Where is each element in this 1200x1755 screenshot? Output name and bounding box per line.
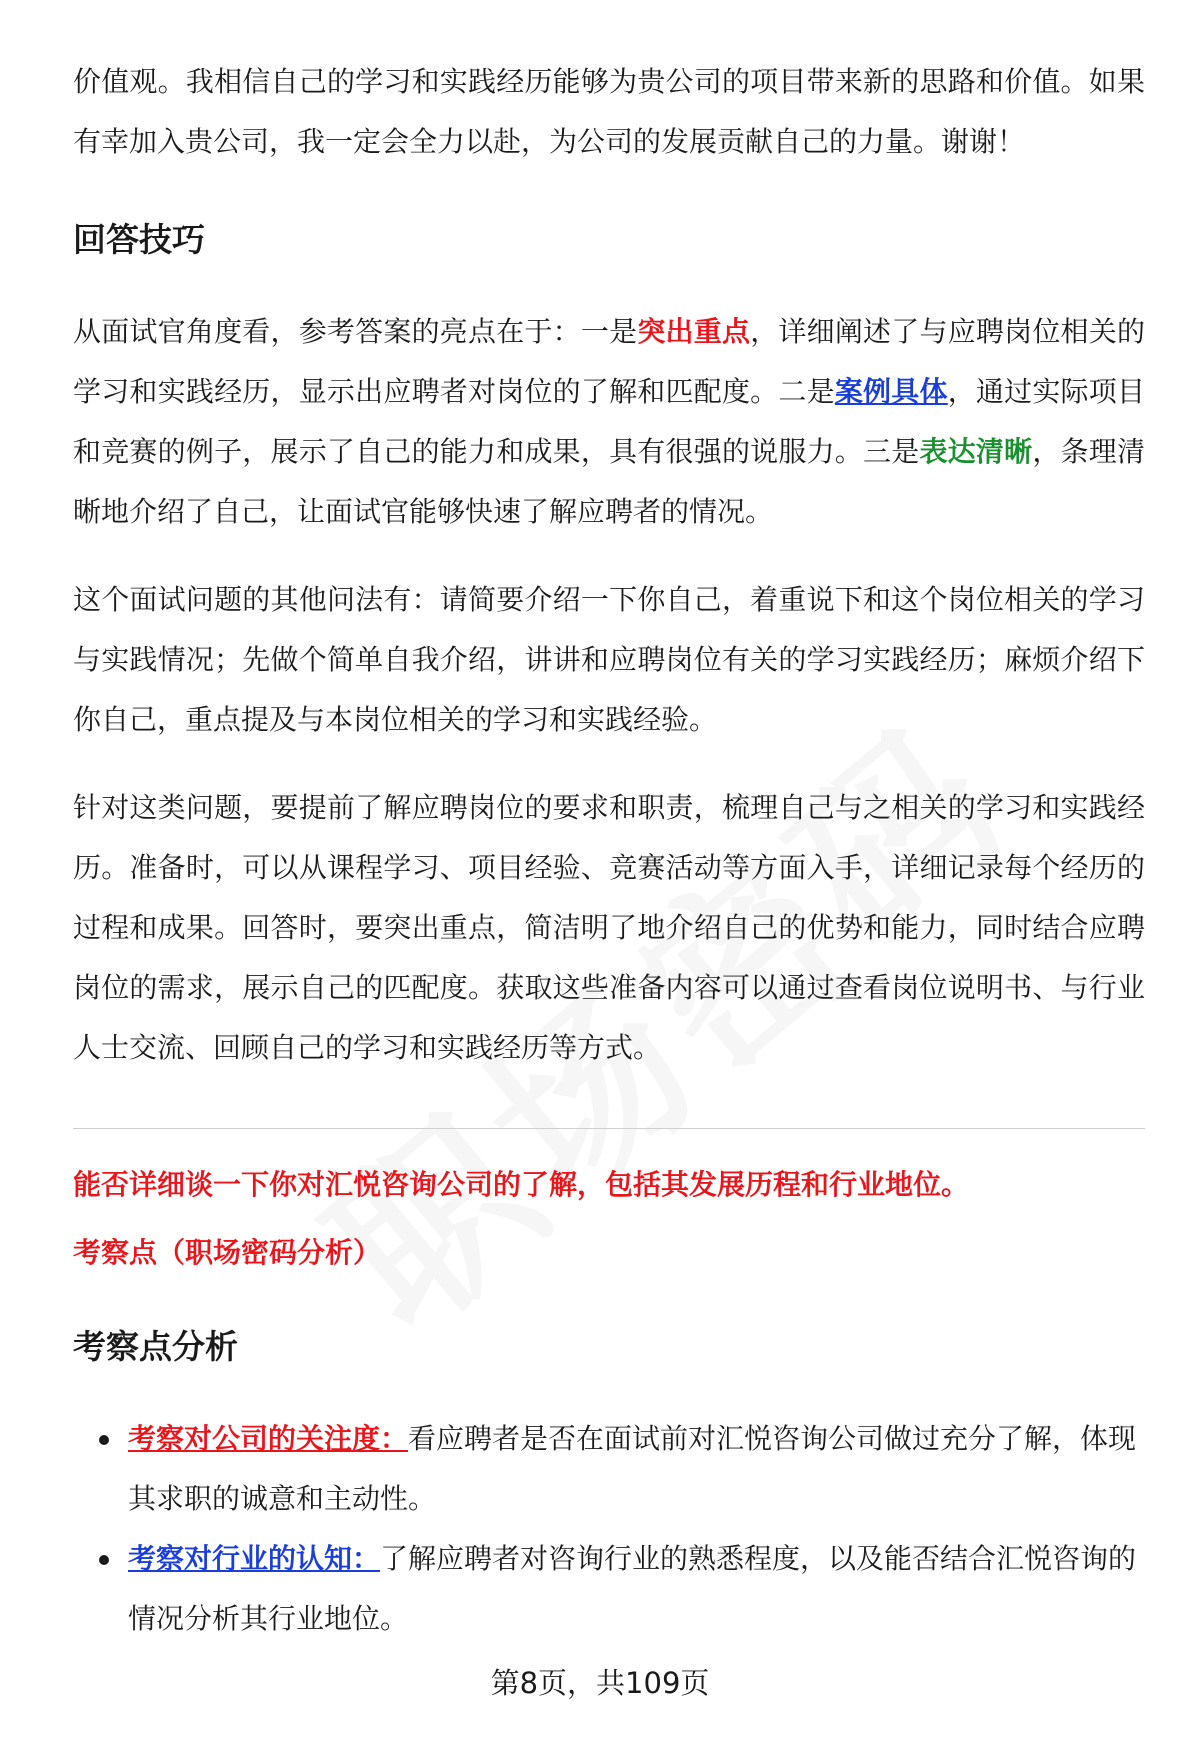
document-body xyxy=(73,52,1145,1649)
highlight-clear-expression: 表达清晰 xyxy=(919,435,1033,468)
tips-text-3: ，通过实际项目和竞赛的例子，展示了自己的能力和成果，具有很强的说服力。三是 xyxy=(73,375,1145,468)
analysis-label-industry-awareness: 考察对行业的认知： xyxy=(128,1542,381,1575)
analysis-list xyxy=(73,1409,1145,1649)
list-item xyxy=(73,1529,1145,1649)
tips-paragraph-alternatives: 这个面试问题的其他问法有：请简要介绍一下你自己，着重说下和这个岗位相关的学习与实践情况；先做个简单自我介绍，讲讲和应聘岗位有关的学习实践经历；麻烦介绍下你自己，重点提及与本岗位相关的学习和实践经验。 xyxy=(73,583,1145,736)
intro-paragraph: 价值观。我相信自己的学习和实践经历能够为贵公司的项目带来新的思路和价值。如果有幸加入贵公司，我一定会全力以赴，为公司的发展贡献自己的力量。谢谢！ xyxy=(73,65,1145,158)
section-title-analysis: 考察点分析 xyxy=(73,1327,238,1366)
list-item xyxy=(73,1409,1145,1529)
analysis-text: 看应聘者是否在面试前对汇悦咨询公司做过充分了解，体现其求职的诚意和主动性。 xyxy=(128,1422,1137,1515)
tips-text-4: ，条理清晰地介绍了自己，让面试官能够快速了解应聘者的情况。 xyxy=(73,435,1145,528)
analysis-label-company-attention: 考察对公司的关注度： xyxy=(128,1422,409,1455)
section-divider xyxy=(73,1128,1145,1129)
tips-paragraph-preparation: 针对这类问题，要提前了解应聘岗位的要求和职责，梳理自己与之相关的学习和实践经历。准备时，可以从课程学习、项目经验、竞赛活动等方面入手，详细记录每个经历的过程和成果。回答时，要突出重点，简洁明了地介绍自己的优势和能力，同时结合应聘岗位的需求，展示自己的匹配度。获取这些准备内容可以通过查看岗位说明书、与行业人士交流、回顾自己的学习和实践经历等方式。 xyxy=(73,791,1145,1064)
next-question-subtitle: 考察点（职场密码分析） xyxy=(73,1236,382,1269)
tips-paragraph-highlights xyxy=(73,302,1145,542)
tips-text-2: ，详细阐述了与应聘岗位相关的学习和实践经历，显示出应聘者对岗位的了解和匹配度。二是 xyxy=(73,315,1145,408)
next-question-title: 能否详细谈一下你对汇悦咨询公司的了解，包括其发展历程和行业地位。 xyxy=(73,1168,970,1201)
section-title-tips: 回答技巧 xyxy=(73,220,205,259)
page-number: 第8页，共109页 xyxy=(490,1666,710,1700)
highlight-focus: 突出重点 xyxy=(637,315,751,348)
tips-text-1: 从面试官角度看，参考答案的亮点在于：一是 xyxy=(73,315,638,348)
analysis-text: 了解应聘者对咨询行业的熟悉程度，以及能否结合汇悦咨询的情况分析其行业地位。 xyxy=(128,1542,1137,1635)
highlight-concrete-cases: 案例具体 xyxy=(834,375,948,408)
